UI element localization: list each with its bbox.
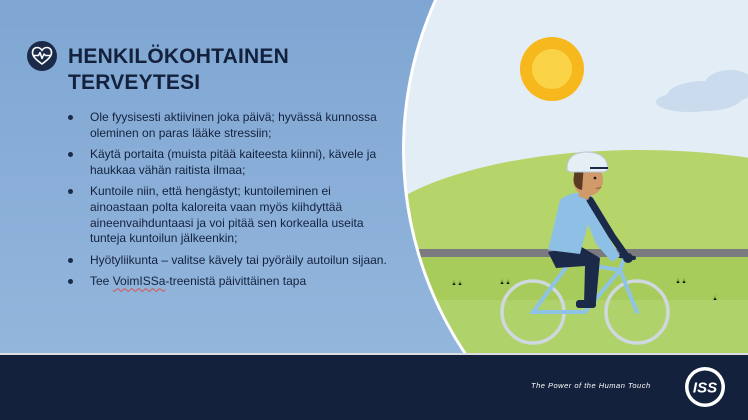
bullet-item: [67, 184, 392, 246]
bullet-item: [67, 147, 392, 178]
footer-divider: [0, 353, 748, 355]
spellcheck-word: VoimISSa: [112, 274, 166, 289]
bullet-item: [67, 253, 392, 269]
bullet-text: Hyötyliikunta – valitse kävely tai pyöräily autoilun sijaan.: [90, 252, 387, 267]
bullet-icon: [68, 152, 73, 157]
iss-logo-text: ISS: [692, 379, 718, 397]
bullet-text: Kuntoile niin, että hengästyt; kuntoileminen ei ainoastaan polta kaloreita vaan myös kiihdyttää aineenvaihduntaasi ja voi pitää sen korkealla useita tunteja kuntoilun jälkeenkin;: [90, 184, 364, 246]
sun: [520, 37, 584, 101]
bullet-text: Käytä portaita (muista pitää kaiteesta kiinni), kävele ja haukkaa vähän raitista ilmaa;: [90, 147, 377, 177]
heart-rate-icon: [27, 41, 57, 71]
bullet-text-before: Tee: [90, 274, 113, 289]
bullet-icon: [68, 115, 73, 120]
bullet-text: Ole fyysisesti aktiivinen joka päivä; hyvässä kunnossa oleminen on paras lääke stressiin;: [90, 110, 377, 140]
bullet-icon: [68, 258, 73, 263]
iss-logo: [683, 365, 727, 409]
bullet-icon: [68, 279, 73, 284]
bullet-icon: [68, 189, 73, 194]
rider-glove: [623, 253, 633, 263]
slogan: The Power of the Human Touch: [531, 381, 651, 390]
bullet-item: [67, 110, 392, 141]
page-title: HENKILÖKOHTAINEN TERVEYTESI: [68, 45, 289, 94]
footer-bar: [0, 353, 748, 420]
bullet-item: [67, 274, 392, 290]
bullet-list: [67, 110, 392, 296]
bullet-text-after: -treenistä päivittäinen tapa: [165, 274, 307, 289]
